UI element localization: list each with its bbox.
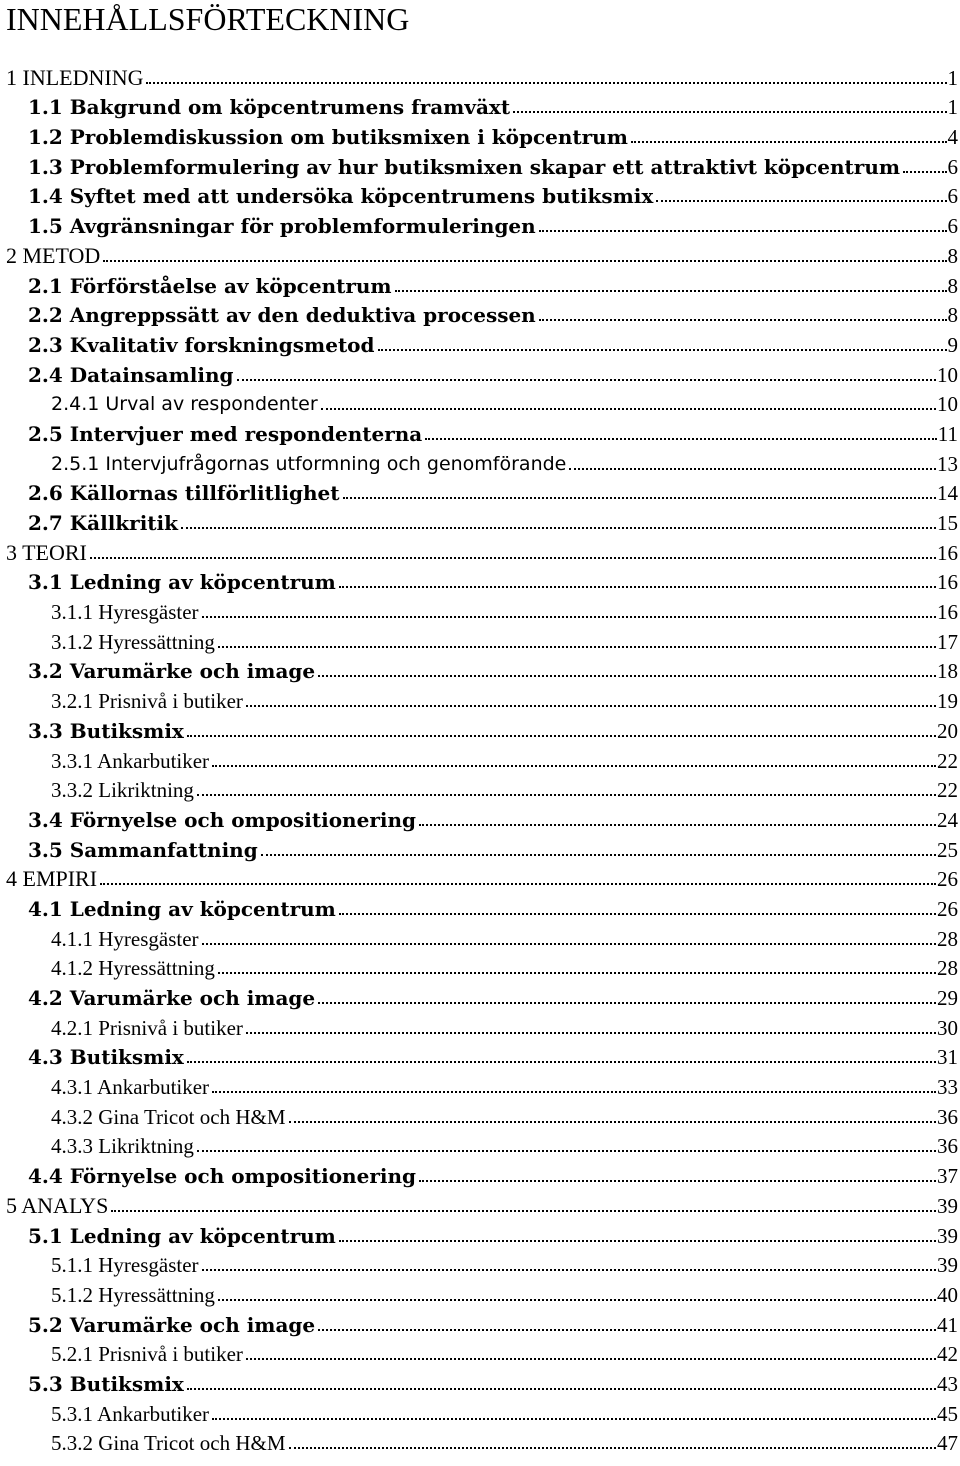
toc-entry-label: 3 TEORI: [6, 539, 87, 565]
toc-entry-label: 2.6 Källornas tillförlitlighet: [28, 481, 340, 506]
toc-entry-label: 4.1 Ledning av köpcentrum: [28, 896, 336, 921]
toc-entry[interactable]: [0, 91, 960, 121]
dot-leader: [202, 943, 936, 945]
toc-entry-page-number: 8: [947, 243, 958, 268]
toc-entry[interactable]: [0, 209, 960, 239]
dot-leader: [261, 854, 936, 856]
toc-entry-page-number: 26: [937, 867, 958, 892]
dot-leader: [321, 408, 936, 410]
dot-leader: [212, 1091, 936, 1093]
dot-leader: [218, 1299, 936, 1301]
dot-leader: [425, 438, 937, 440]
toc-entry-label: 1.2 Problemdiskussion om butiksmixen i köpcentrum: [28, 125, 628, 150]
toc-entry-label: 4.3 Butiksmix: [28, 1045, 184, 1070]
toc-entry-label: 3.1.1 Hyresgäster: [51, 600, 199, 625]
toc-entry[interactable]: [0, 1130, 960, 1160]
toc-entry-label: 1.1 Bakgrund om köpcentrumens framväxt: [28, 95, 511, 120]
dot-leader: [246, 1358, 936, 1360]
dot-leader: [187, 1061, 936, 1063]
dot-leader: [111, 1210, 936, 1212]
toc-entry[interactable]: [0, 1249, 960, 1279]
dot-leader: [103, 260, 946, 262]
toc-entry-page-number: 20: [937, 718, 958, 743]
dot-leader: [289, 1121, 936, 1123]
toc-entry[interactable]: [0, 566, 960, 596]
toc-entry-label: 5.1.1 Hyresgäster: [51, 1253, 199, 1278]
dot-leader: [146, 82, 946, 84]
toc-entry[interactable]: [0, 1278, 960, 1308]
toc-entry-label: 5.2 Varumärke och image: [28, 1312, 316, 1337]
dot-leader: [395, 290, 947, 292]
dot-leader: [318, 1002, 936, 1004]
toc-entry-page-number: 24: [937, 807, 958, 832]
toc-entry[interactable]: [0, 625, 960, 655]
toc-entry-page-number: 36: [937, 1134, 958, 1159]
toc-entry-label: 4.3.3 Likriktning: [51, 1134, 194, 1159]
toc-entry-label: 4.4 Förnyelse och ompositionering: [28, 1164, 416, 1189]
toc-entry[interactable]: [0, 684, 960, 714]
toc-entry-label: 4.2.1 Prisnivå i butiker: [51, 1015, 243, 1040]
toc-entry-label: 3.5 Sammanfattning: [28, 837, 258, 862]
toc-entry[interactable]: [0, 714, 960, 744]
toc-entry-page-number: 28: [937, 956, 958, 981]
toc-entry-label: 2.4.1 Urval av respondenter: [51, 393, 318, 416]
toc-entry[interactable]: [0, 328, 960, 358]
dot-leader: [318, 675, 936, 677]
dot-leader: [513, 111, 946, 113]
toc-entry[interactable]: [0, 1367, 960, 1397]
toc-entry-label: 3.4 Förnyelse och ompositionering: [28, 807, 416, 832]
toc-entry-page-number: 10: [937, 392, 958, 417]
toc-entry-label: 4.1.1 Hyresgäster: [51, 926, 199, 951]
toc-entry-label: 2.7 Källkritik: [28, 511, 178, 535]
toc-entry[interactable]: [0, 833, 960, 863]
toc-entry[interactable]: [0, 536, 960, 566]
dot-leader: [378, 349, 947, 351]
toc-entry[interactable]: [0, 1159, 960, 1189]
toc-entry-label: 3.1 Ledning av köpcentrum: [28, 570, 336, 595]
toc-entry-page-number: 19: [937, 689, 958, 714]
toc-entry[interactable]: [0, 774, 960, 804]
toc-entry-page-number: 31: [937, 1045, 958, 1070]
table-of-contents: [0, 61, 960, 1456]
toc-entry-label: 2.3 Kvalitativ forskningsmetod: [28, 332, 375, 357]
dot-leader: [419, 1180, 936, 1182]
dot-leader: [246, 705, 936, 707]
toc-entry-label: 1.3 Problemformulering av hur butiksmixen skapar ett attraktivt köpcentrum: [28, 154, 901, 179]
dot-leader: [218, 972, 936, 974]
toc-entry-label: 5.2.1 Prisnivå i butiker: [51, 1342, 243, 1367]
toc-entry-page-number: 47: [937, 1431, 958, 1456]
toc-entry-label: 4.3.2 Gina Tricot och H&M: [51, 1104, 286, 1129]
toc-entry-label: 3.2 Varumärke och image: [28, 659, 316, 684]
toc-entry-label: 2 METOD: [6, 242, 101, 268]
dot-leader: [181, 527, 936, 529]
dot-leader: [631, 141, 947, 143]
toc-entry-page-number: 16: [937, 600, 958, 625]
dot-leader: [539, 230, 947, 232]
toc-entry-page-number: 37: [937, 1164, 958, 1189]
toc-entry-label: 3.3.1 Ankarbutiker: [51, 748, 210, 773]
toc-entry[interactable]: [0, 981, 960, 1011]
toc-entry-label: 1 INLEDNING: [6, 64, 144, 90]
toc-entry-label: 4.3.1 Ankarbutiker: [51, 1075, 210, 1100]
dot-leader: [339, 586, 936, 588]
toc-entry[interactable]: [0, 269, 960, 299]
toc-entry[interactable]: [0, 1308, 960, 1338]
toc-entry-label: 5.1 Ledning av köpcentrum: [28, 1223, 336, 1248]
dot-leader: [569, 468, 936, 470]
toc-entry-label: 4.1.2 Hyressättning: [51, 956, 215, 981]
dot-leader: [218, 646, 936, 648]
dot-leader: [246, 1032, 936, 1034]
dot-leader: [197, 1150, 936, 1152]
toc-entry[interactable]: [0, 1100, 960, 1130]
toc-entry-page-number: 6: [947, 154, 958, 179]
toc-entry-page-number: 22: [937, 748, 958, 773]
toc-entry[interactable]: [0, 744, 960, 774]
dot-leader: [237, 379, 937, 381]
toc-entry-label: 1.5 Avgränsningar för problemformuleringen: [28, 214, 536, 239]
toc-entry-page-number: 16: [937, 570, 958, 595]
toc-entry[interactable]: [0, 863, 960, 893]
toc-entry-page-number: 8: [947, 273, 958, 298]
toc-entry-page-number: 26: [937, 896, 958, 921]
toc-entry-label: 2.5.1 Intervjufrågornas utformning och genomförande: [51, 452, 567, 475]
toc-entry[interactable]: [0, 595, 960, 625]
dot-leader: [539, 319, 947, 321]
toc-entry[interactable]: [0, 150, 960, 180]
toc-entry[interactable]: [0, 1219, 960, 1249]
dot-leader: [903, 171, 946, 173]
toc-entry-label: 2.1 Förförståelse av köpcentrum: [28, 273, 392, 298]
toc-entry[interactable]: [0, 180, 960, 210]
dot-leader: [656, 200, 946, 202]
toc-entry[interactable]: [0, 1041, 960, 1071]
toc-entry-label: 3.3.2 Likriktning: [51, 778, 194, 803]
dot-leader: [212, 1418, 936, 1420]
toc-entry-page-number: 36: [937, 1104, 958, 1129]
toc-entry-label: 2.4 Datainsamling: [28, 362, 234, 387]
toc-entry-page-number: 14: [937, 481, 958, 506]
dot-leader: [202, 616, 936, 618]
toc-entry-page-number: 28: [937, 926, 958, 951]
toc-entry[interactable]: [0, 922, 960, 952]
toc-entry[interactable]: [0, 1397, 960, 1427]
toc-entry-page-number: 25: [937, 837, 958, 862]
toc-entry-page-number: 6: [947, 184, 958, 209]
dot-leader: [212, 765, 936, 767]
toc-entry-page-number: 22: [937, 778, 958, 803]
toc-entry-page-number: 13: [937, 451, 958, 476]
toc-entry[interactable]: [0, 506, 960, 536]
toc-entry[interactable]: [0, 1011, 960, 1041]
toc-entry-label: 5.3.2 Gina Tricot och H&M: [51, 1431, 286, 1456]
toc-entry-page-number: 1: [947, 65, 958, 90]
toc-entry-page-number: 6: [947, 214, 958, 239]
toc-entry-page-number: 45: [937, 1401, 958, 1426]
dot-leader: [90, 557, 936, 559]
toc-entry[interactable]: [0, 892, 960, 922]
dot-leader: [289, 1447, 936, 1449]
toc-entry-page-number: 8: [947, 303, 958, 328]
toc-entry-label: 5 ANALYS: [6, 1192, 109, 1218]
toc-entry[interactable]: [0, 1189, 960, 1219]
toc-entry-page-number: 18: [937, 659, 958, 684]
toc-entry-page-number: 1: [947, 95, 958, 120]
toc-entry-page-number: 16: [937, 540, 958, 565]
toc-entry-label: 3.3 Butiksmix: [28, 718, 184, 743]
toc-entry[interactable]: [0, 952, 960, 982]
toc-entry-label: 1.4 Syftet med att undersöka köpcentrumens butiksmix: [28, 184, 654, 209]
toc-entry-label: 5.1.2 Hyressättning: [51, 1282, 215, 1307]
dot-leader: [187, 1388, 936, 1390]
toc-entry-label: 3.2.1 Prisnivå i butiker: [51, 689, 243, 714]
toc-entry[interactable]: [0, 388, 960, 418]
toc-entry-page-number: 40: [937, 1282, 958, 1307]
toc-entry-page-number: 30: [937, 1015, 958, 1040]
toc-entry-label: 2.5 Intervjuer med respondenterna: [28, 421, 423, 446]
dot-leader: [187, 735, 936, 737]
toc-entry[interactable]: [0, 417, 960, 447]
toc-entry[interactable]: [0, 120, 960, 150]
toc-entry[interactable]: [0, 61, 960, 91]
toc-entry[interactable]: [0, 1427, 960, 1457]
toc-heading: INNEHÅLLSFÖRTECKNING: [6, 1, 410, 37]
toc-entry-label: 4.2 Varumärke och image: [28, 986, 316, 1010]
dot-leader: [343, 497, 936, 499]
toc-entry-page-number: 4: [947, 125, 958, 150]
toc-entry-label: 5.3.1 Ankarbutiker: [51, 1401, 210, 1426]
toc-entry-page-number: 43: [937, 1371, 958, 1396]
toc-entry-page-number: 39: [937, 1193, 958, 1218]
toc-entry-label: 5.3 Butiksmix: [28, 1371, 184, 1396]
dot-leader: [339, 913, 936, 915]
dot-leader: [197, 794, 936, 796]
dot-leader: [100, 883, 936, 885]
dot-leader: [419, 824, 936, 826]
toc-entry-label: 3.1.2 Hyressättning: [51, 629, 215, 654]
toc-entry[interactable]: [0, 239, 960, 269]
toc-entry-label: 2.2 Angreppssätt av den deduktiva processen: [28, 303, 536, 328]
toc-entry[interactable]: [0, 803, 960, 833]
toc-entry-page-number: 29: [937, 986, 958, 1010]
toc-entry-page-number: 41: [937, 1312, 958, 1337]
toc-entry-page-number: 33: [937, 1075, 958, 1100]
toc-entry-page-number: 39: [937, 1253, 958, 1278]
toc-entry[interactable]: [0, 1070, 960, 1100]
toc-entry[interactable]: [0, 358, 960, 388]
toc-entry[interactable]: [0, 477, 960, 507]
toc-entry[interactable]: [0, 299, 960, 329]
dot-leader: [202, 1269, 936, 1271]
toc-entry-label: 4 EMPIRI: [6, 866, 98, 892]
toc-entry-page-number: 9: [947, 332, 958, 357]
dot-leader: [339, 1240, 936, 1242]
toc-entry-page-number: 39: [937, 1223, 958, 1248]
toc-entry-page-number: 11: [937, 421, 958, 446]
toc-entry[interactable]: [0, 1338, 960, 1368]
toc-entry-page-number: 42: [937, 1342, 958, 1367]
toc-entry[interactable]: [0, 655, 960, 685]
toc-entry-page-number: 15: [937, 511, 958, 535]
toc-entry-page-number: 10: [937, 362, 958, 387]
toc-entry[interactable]: [0, 447, 960, 477]
dot-leader: [318, 1329, 936, 1331]
toc-entry-page-number: 17: [937, 629, 958, 654]
